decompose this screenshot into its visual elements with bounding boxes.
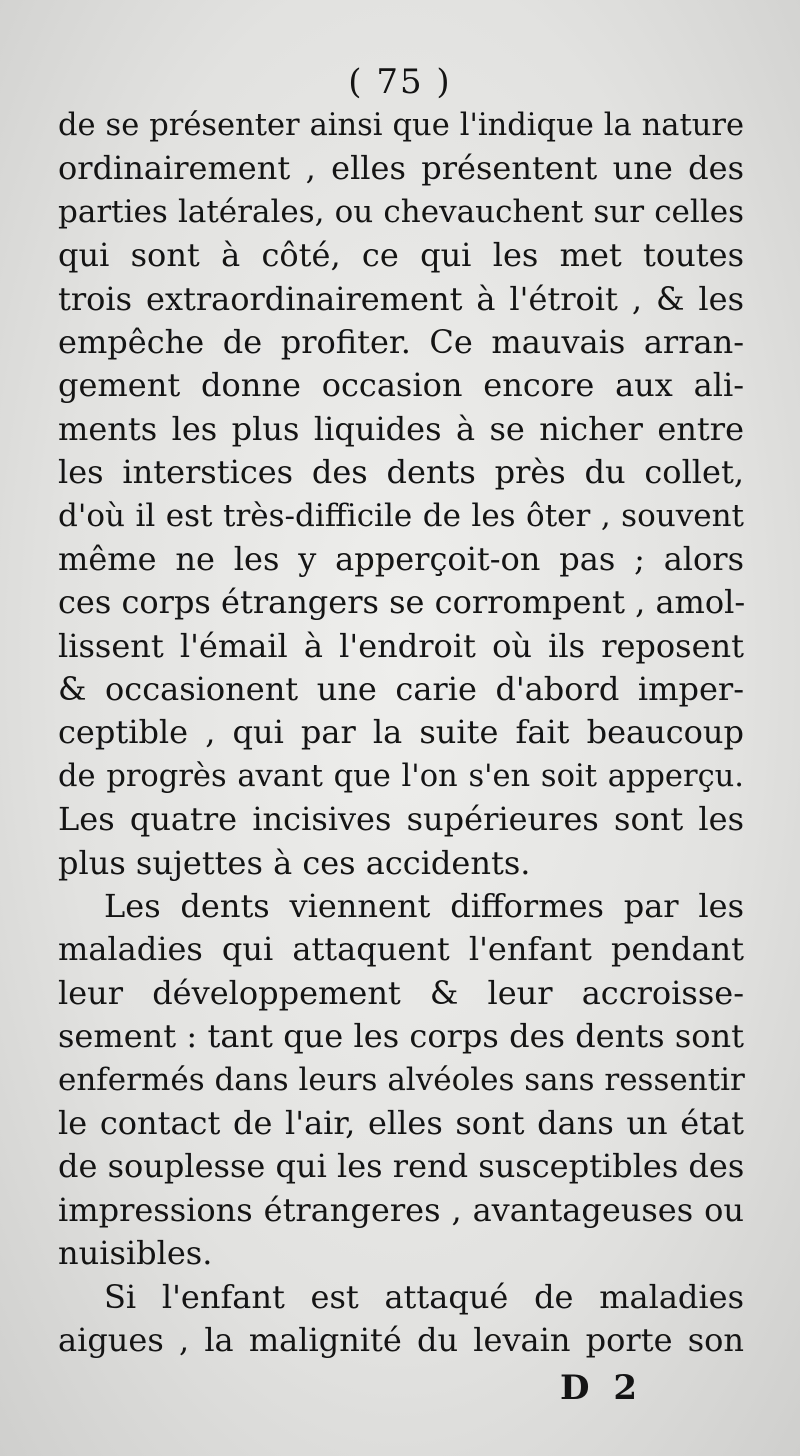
paragraph-1: [58, 104, 744, 885]
text-line: sement : tant que les corps des dents sont: [58, 1017, 744, 1056]
text-line: ments les plus liquides à se nicher entre: [58, 409, 744, 448]
text-line: de progrès avant que l'on s'en soit apperçu.: [58, 758, 744, 794]
text-line: le contact de l'air, elles sont dans un état: [58, 1103, 744, 1142]
text-line: les interstices des dents près du collet,: [58, 453, 744, 492]
text-line: d'où il est très-difficile de les ôter , souvent: [58, 497, 744, 534]
body-text: [58, 104, 744, 1362]
text-line: maladies qui attaquent l'enfant pendant: [58, 930, 744, 969]
text-line: qui sont à côté, ce qui les met toutes: [58, 236, 744, 275]
text-line: & occasionent une carie d'abord imper-: [58, 670, 744, 709]
page-number: ( 75 ): [348, 62, 452, 102]
text-line: de souplesse qui les rend susceptibles des: [58, 1147, 745, 1186]
text-line: gement donne occasion encore aux ali-: [58, 366, 744, 405]
text-line: même ne les y apperçoit-on pas ; alors: [58, 539, 744, 578]
text-line: enfermés dans leurs alvéoles sans ressentir: [58, 1061, 745, 1098]
text-line: de se présenter ainsi que l'indique la nature: [58, 108, 744, 143]
text-line: aigues , la malignité du levain porte son: [58, 1320, 744, 1359]
text-line: nuisibles.: [58, 1234, 213, 1273]
text-line: Les quatre incisives supérieures sont les: [58, 800, 744, 839]
text-line: Si l'enfant est attaqué de maladies: [104, 1277, 744, 1316]
text-line: ordinairement , elles présentent une des: [58, 149, 744, 188]
text-line: Les dents viennent difformes par les: [104, 887, 744, 926]
paragraph-3: [58, 1276, 744, 1363]
text-line: leur développement & leur accroisse-: [58, 973, 744, 1012]
text-line: impressions étrangeres , avantageuses ou: [58, 1190, 744, 1229]
text-line: plus sujettes à ces accidents.: [58, 843, 531, 882]
text-line: ces corps étrangers se corrompent , amol-: [58, 583, 746, 622]
text-line: ceptible , qui par la suite fait beaucoup: [58, 713, 744, 752]
paragraph-2: [58, 885, 744, 1276]
text-line: lissent l'émail à l'endroit où ils reposent: [58, 626, 744, 665]
text-line: parties latérales, ou chevauchent sur celles: [58, 193, 744, 230]
signature-mark: D 2: [560, 1368, 643, 1408]
text-line: trois extraordinairement à l'étroit , & les: [58, 279, 744, 318]
text-line: empêche de profiter. Ce mauvais arran-: [58, 322, 744, 361]
